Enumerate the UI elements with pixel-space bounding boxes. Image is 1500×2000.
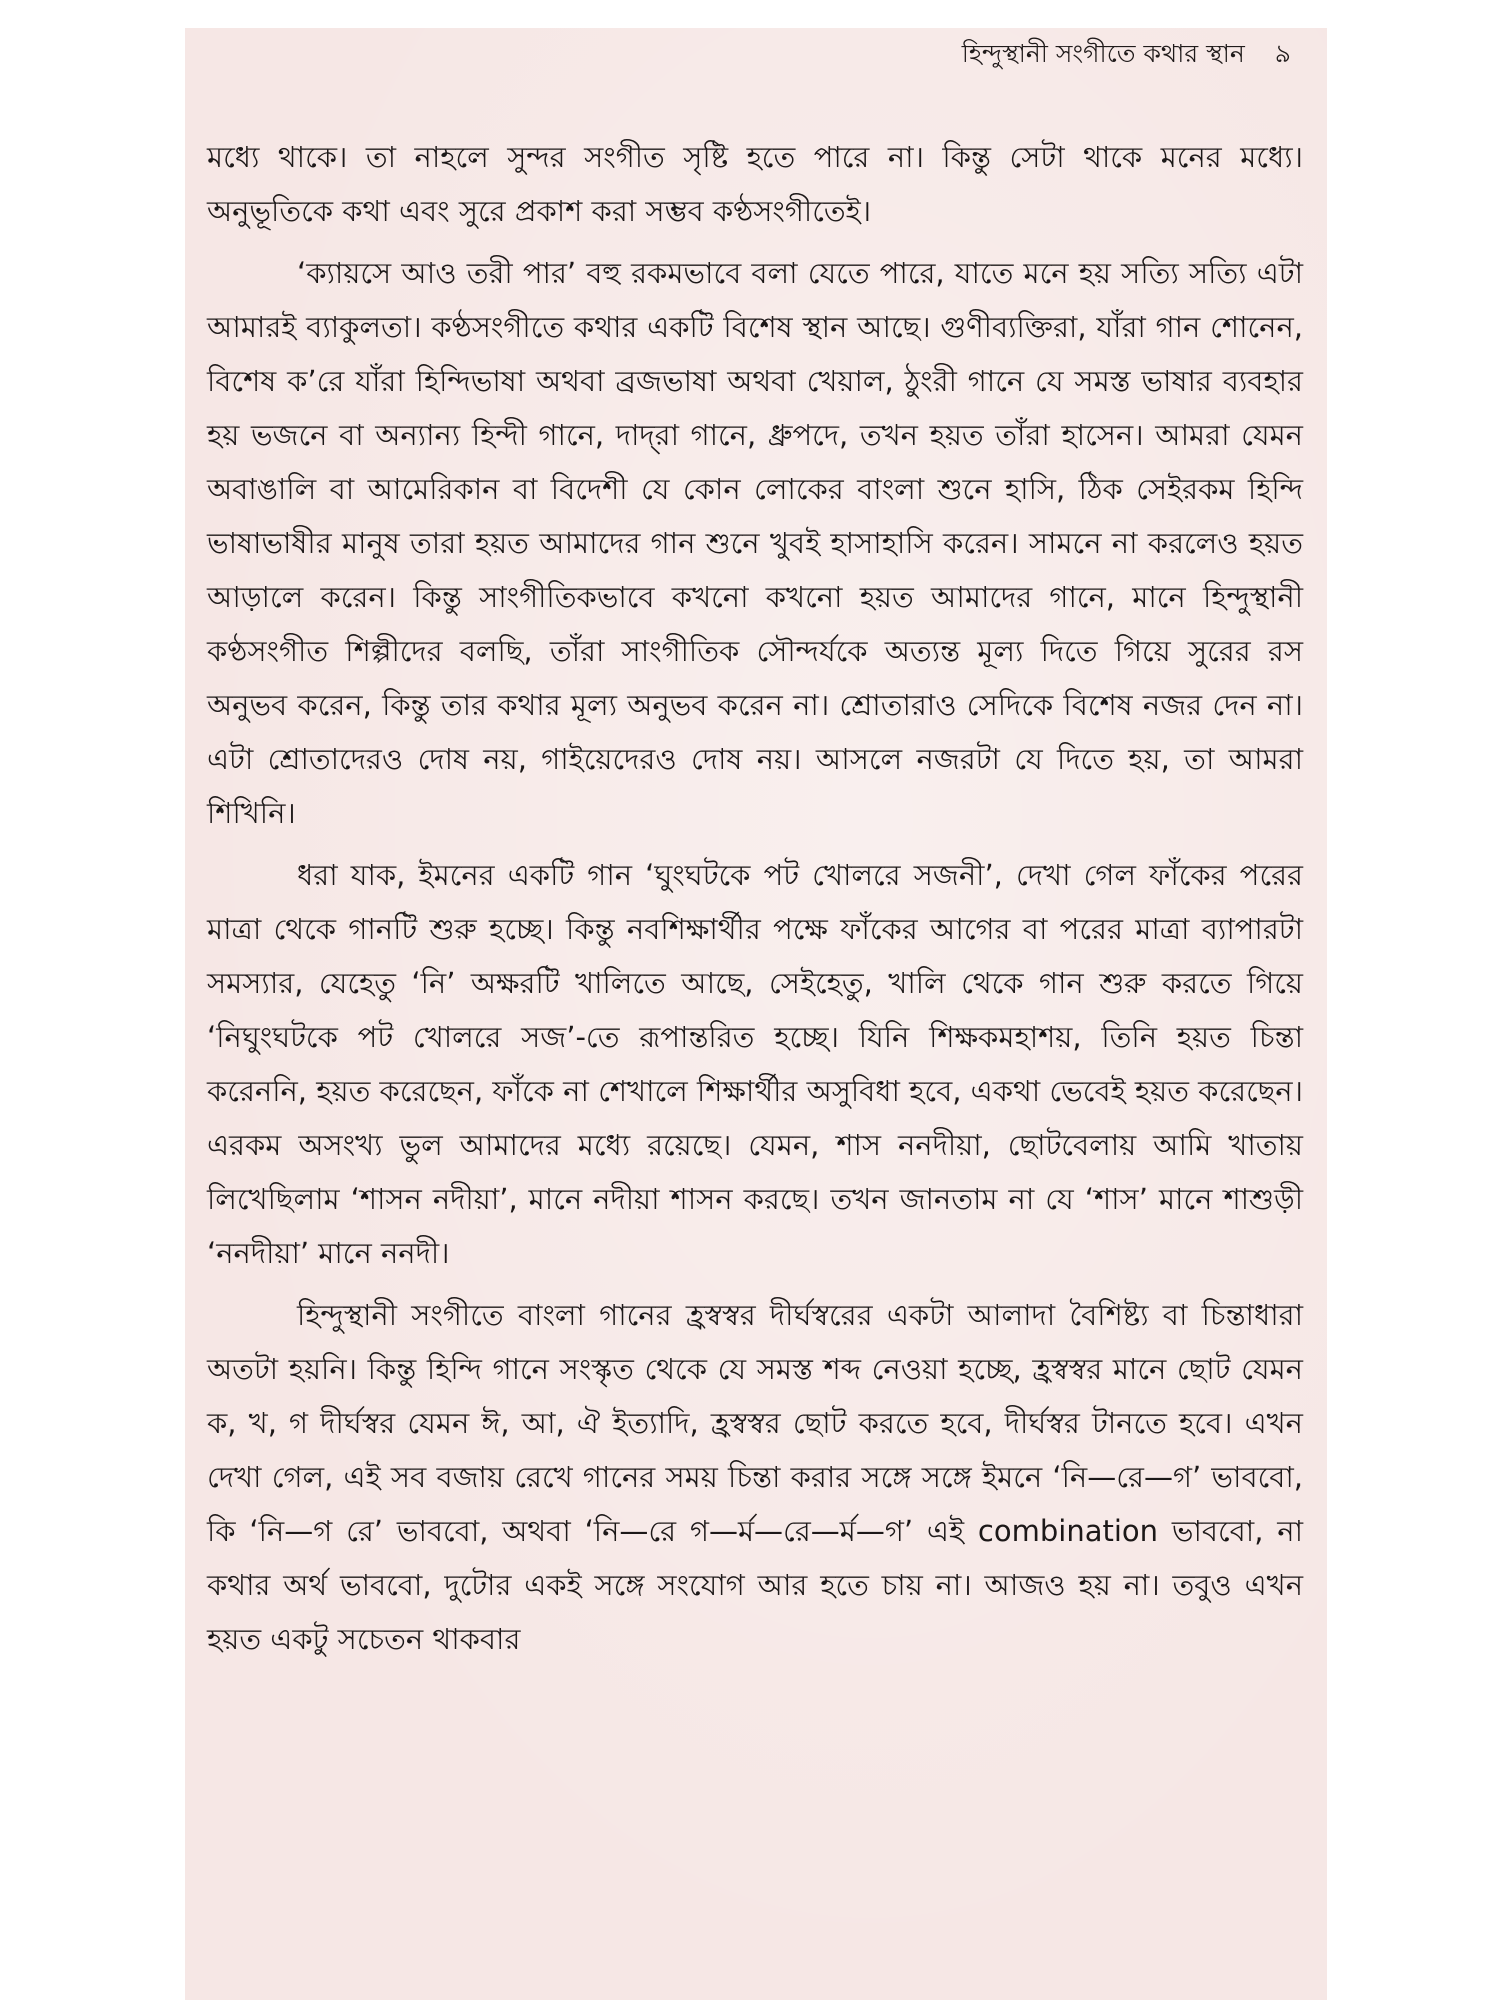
body-text	[207, 130, 1303, 1666]
running-header	[962, 34, 1291, 77]
paragraph: ‘ক্যায়সে আও তরী পার’ বহু রকমভাবে বলা যেতে পারে, যাতে মনে হয় সত্যি সত্যি এটা আমারই ব্যাকুলতা। কণ্ঠসংগীতে কথার একটি বিশেষ স্থান আছে। গুণীব্যক্তিরা, যাঁরা গান শোনেন, বিশেষ ক’রে যাঁরা হিন্দিভাষা অথবা ব্রজভাষা অথবা খেয়াল, ঠুংরী গানে যে সমস্ত ভাষার ব্যবহার হয় ভজনে বা অন্যান্য হিন্দী গানে, দাদ্‌রা গানে, ধ্রুপদে, তখন হয়ত তাঁরা হাসেন। আমরা যেমন অবাঙালি বা আমেরিকান বা বিদেশী যে কোন লোকের বাংলা শুনে হাসি, ঠিক সেইরকম হিন্দি ভাষাভাষীর মানুষ তারা হয়ত আমাদের গান শুনে খুবই হাসাহাসি করেন। সামনে না করলেও হয়ত আড়ালে করেন। কিন্তু সাংগীতিকভাবে কখনো কখনো হয়ত আমাদের গানে, মানে হিন্দুস্থানী কণ্ঠসংগীত শিল্পীদের বলছি, তাঁরা সাংগীতিক সৌন্দর্যকে অত্যন্ত মূল্য দিতে গিয়ে সুরের রস অনুভব করেন, কিন্তু তার কথার মূল্য অনুভব করেন না। শ্রোতারাও সেদিকে বিশেষ নজর দেন না। এটা শ্রোতাদেরও দোষ নয়, গাইয়েদেরও দোষ নয়। আসলে নজরটা যে দিতে হয়, তা আমরা শিখিনি।	[207, 256, 1303, 830]
paragraph: মধ্যে থাকে। তা নাহলে সুন্দর সংগীত সৃষ্টি হতে পারে না। কিন্তু সেটা থাকে মনের মধ্যে। অনুভূতিকে কথা এবং সুরে প্রকাশ করা সম্ভব কণ্ঠসংগীতেই।	[207, 140, 1303, 228]
book-page	[185, 28, 1327, 2000]
paragraph: ধরা যাক, ইমনের একটি গান ‘ঘুংঘটকে পট খোলরে সজনী’, দেখা গেল ফাঁকের পরের মাত্রা থেকে গানটি শুরু হচ্ছে। কিন্তু নবশিক্ষার্থীর পক্ষে ফাঁকের আগের বা পরের মাত্রা ব্যাপারটা সমস্যার, যেহেতু ‘নি’ অক্ষরটি খালিতে আছে, সেইহেতু, খালি থেকে গান শুরু করতে গিয়ে ‘নিঘুংঘটকে পট খোলরে সজ’-তে রূপান্তরিত হচ্ছে। যিনি শিক্ষকমহাশয়, তিনি হয়ত চিন্তা করেননি, হয়ত করেছেন, ফাঁকে না শেখালে শিক্ষার্থীর অসুবিধা হবে, একথা ভেবেই হয়ত করেছেন। এরকম অসংখ্য ভুল আমাদের মধ্যে রয়েছে। যেমন, শাস ননদীয়া, ছোটবেলায় আমি খাতায় লিখেছিলাম ‘শাসন নদীয়া’, মানে নদীয়া শাসন করছে। তখন জানতাম না যে ‘শাস’ মানে শাশুড়ী ‘ননদীয়া’ মানে ননদী।	[207, 858, 1303, 1270]
paragraph: হিন্দুস্থানী সংগীতে বাংলা গানের হ্রস্বস্বর দীর্ঘস্বরের একটা আলাদা বৈশিষ্ট্য বা চিন্তাধারা অতটা হয়নি। কিন্তু হিন্দি গানে সংস্কৃত থেকে যে সমস্ত শব্দ নেওয়া হচ্ছে, হ্রস্বস্বর মানে ছোট যেমন ক, খ, গ দীর্ঘস্বর যেমন ঈ, আ, ঐ ইত্যাদি, হ্রস্বস্বর ছোট করতে হবে, দীর্ঘস্বর টানতে হবে। এখন দেখা গেল, এই সব বজায় রেখে গানের সময় চিন্তা করার সঙ্গে সঙ্গে ইমনে ‘নি—রে—গ’ ভাববো, কি ‘নি—গ রে’ ভাববো, অথবা ‘নি—রে গ—র্ম—রে—র্ম—গ’ এই combination ভাববো, না কথার অর্থ ভাববো, দুটোর একই সঙ্গে সংযোগ আর হতে চায় না। আজও হয় না। তবুও এখন হয়ত একটু সচেতন থাকবার	[207, 1298, 1303, 1656]
running-title: হিন্দুস্থানী সংগীতে কথার স্থান	[961, 39, 1245, 68]
page-number: ৯	[1274, 39, 1291, 68]
